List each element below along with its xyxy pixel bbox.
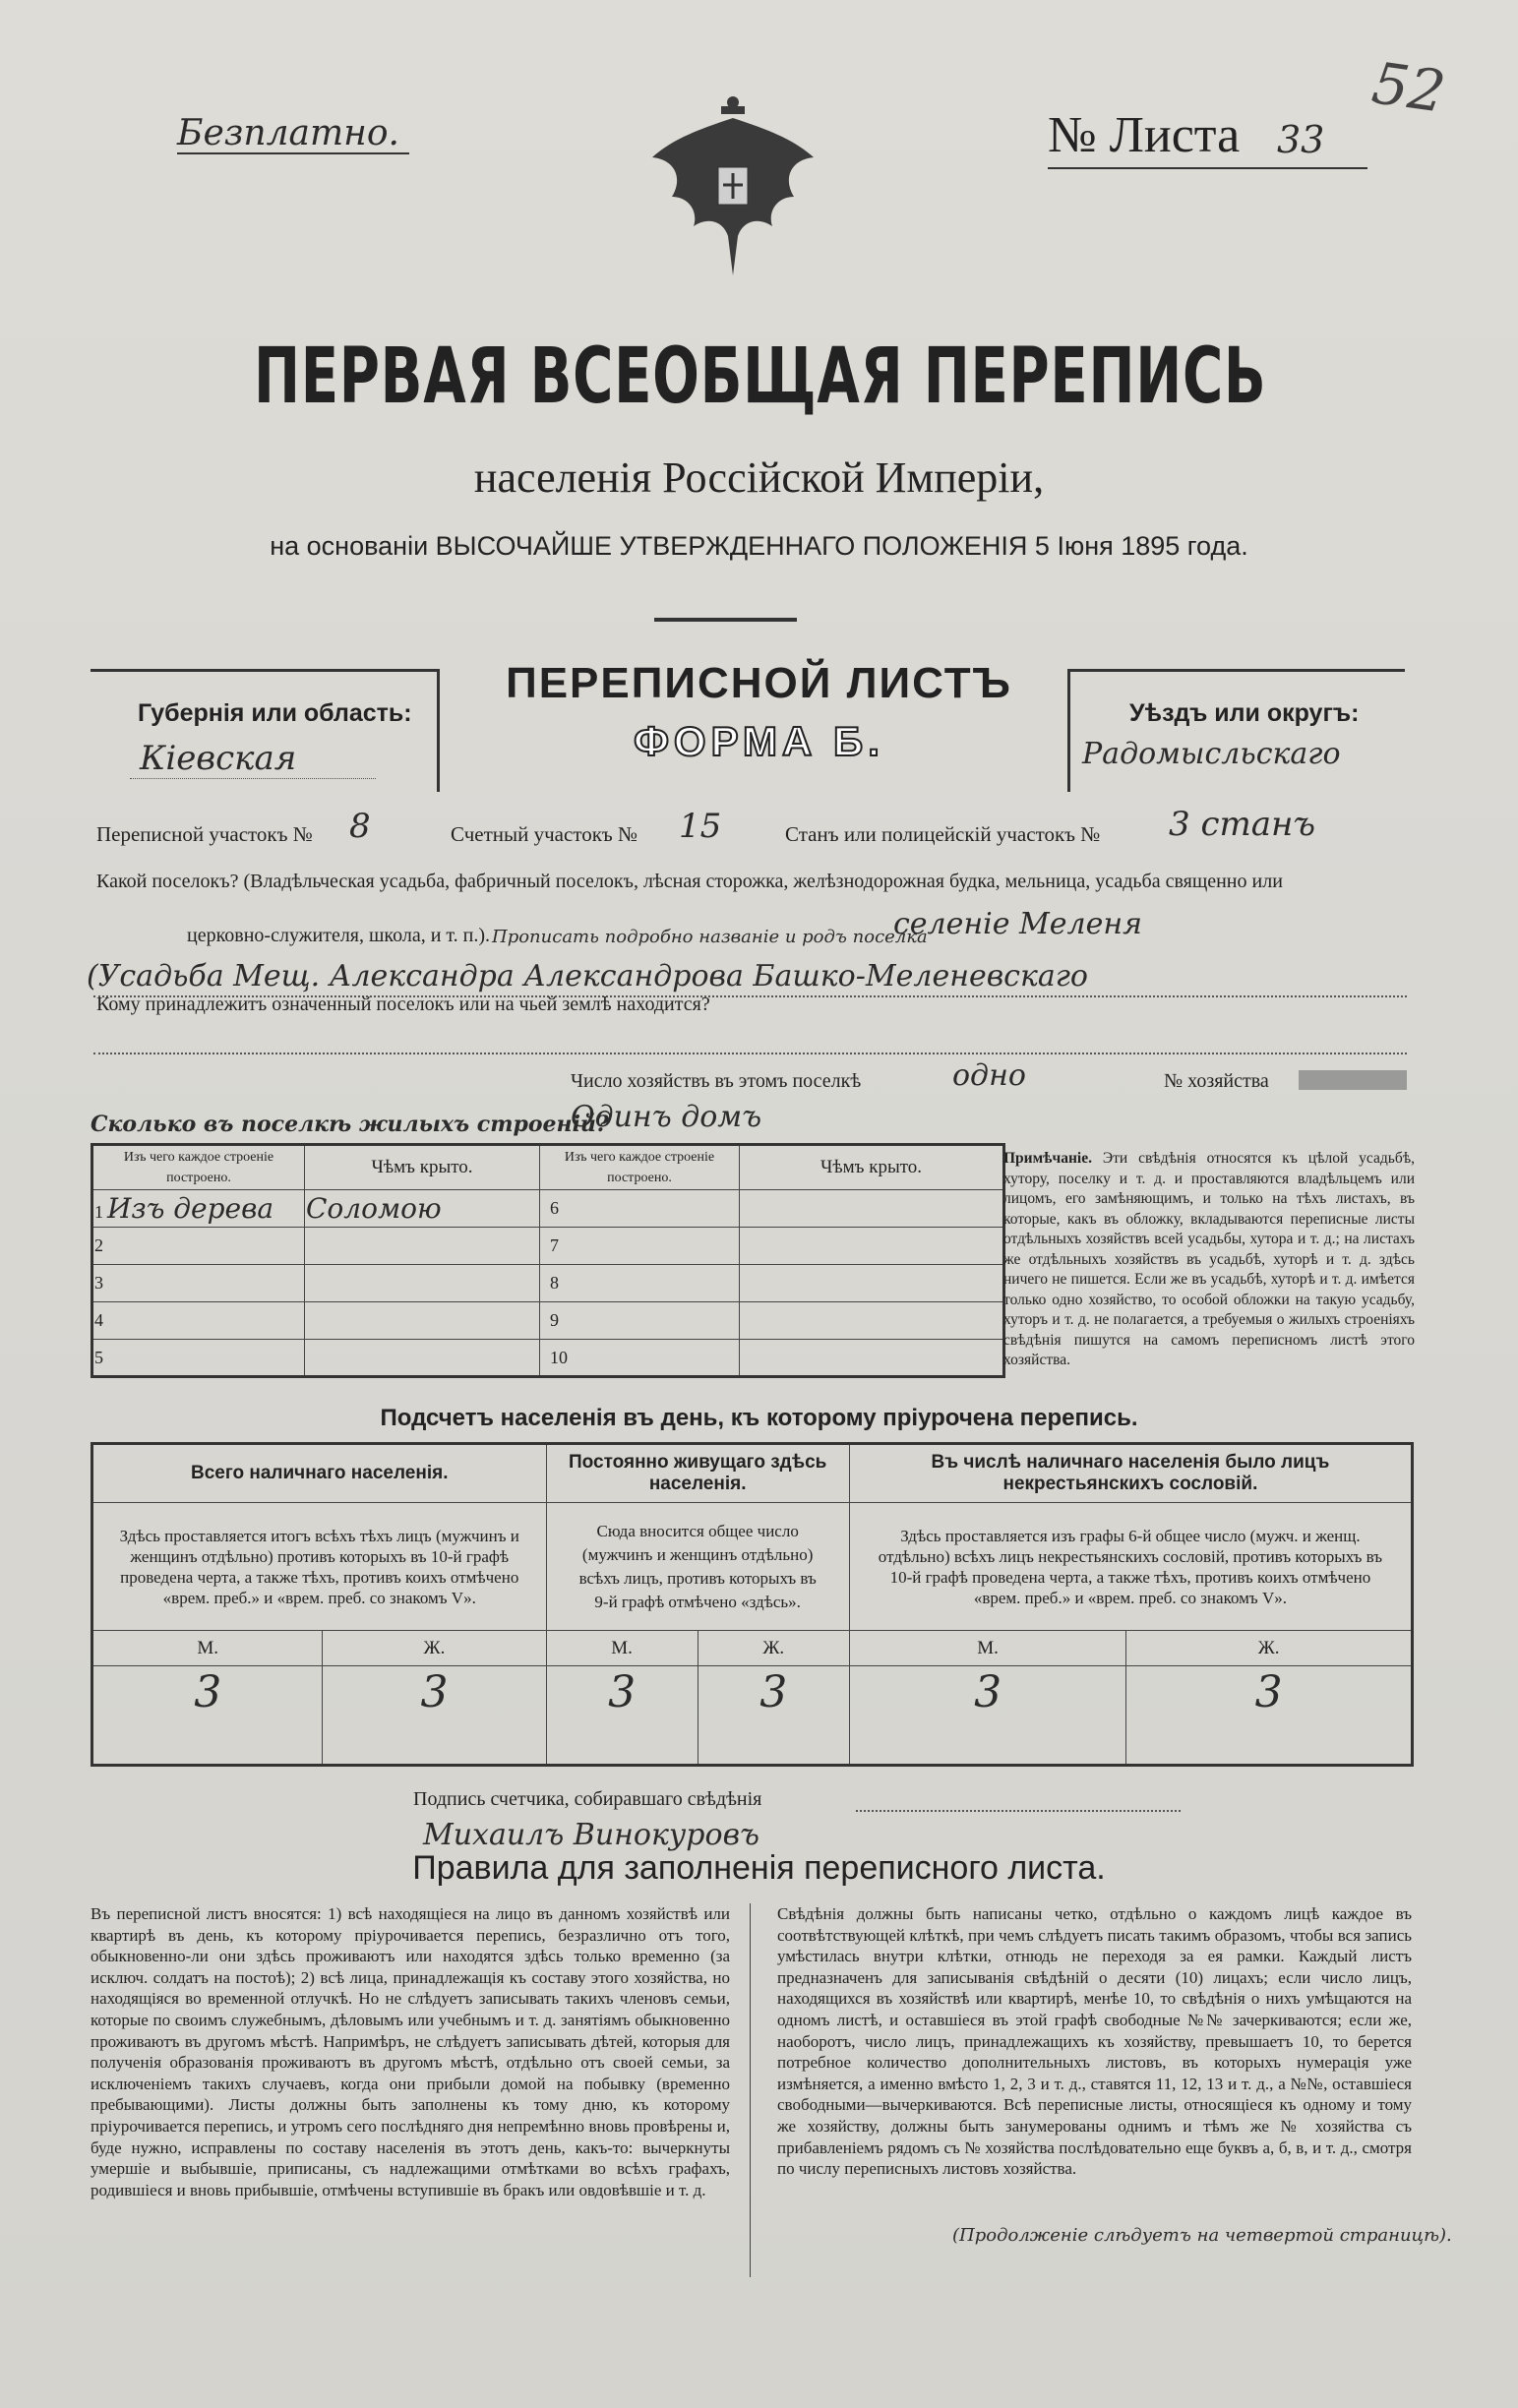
row3-num: 3 [92,1265,305,1302]
pop-value-m-total: 3 [92,1666,323,1766]
signature-value: Михаилъ Винокуровъ [423,1818,760,1852]
pop-m-1: М. [92,1631,323,1666]
settlement-value-2: (Усадьба Мещ. Александра Александрова Башко-Меленевскаго [87,959,1088,993]
imperial-eagle-emblem [644,89,821,285]
row2-roof [305,1228,540,1265]
row10-roof [740,1340,1004,1377]
pop-col1-title: Всего наличнаго населенія. [92,1444,547,1503]
row3-roof [305,1265,540,1302]
buildings-table [91,1143,1005,1378]
free-underline [177,152,409,154]
pop-m-2: М. [546,1631,698,1666]
district-label: Уѣздъ или округъ: [1129,699,1360,727]
pop-f-3: Ж. [1126,1631,1413,1666]
pop-col1-text: Здѣсь проставляется итогъ всѣхъ тѣхъ лицъ (мужчинъ и женщинъ отдѣльно) противъ которыхъ въ 10-й графѣ проведена черта, а также тѣхъ, противъ коихъ отмѣчено «врем. преб.» и «врем. преб. со знакомъ V». [92,1503,547,1631]
col-roof-left: Чѣмъ крыто. [305,1145,540,1190]
row10-num: 10 [540,1340,740,1377]
district-box [1067,669,1405,792]
census-title: ПЕРВАЯ ВСЕОБЩАЯ ПЕРЕПИСЬ [254,332,1267,421]
pop-value-f-total: 3 [323,1666,546,1766]
form-subtitle: ФОРМА Б. [634,718,884,764]
buildings-label: Сколько въ поселкѣ жилыхъ строеній? [91,1112,609,1137]
rules-divider [750,1903,751,2277]
row5-roof [305,1340,540,1377]
settlement-question: Какой поселокъ? (Владѣльческая усадьба, фабричный поселокъ, лѣсная сторожка, желѣзнодорожная будка, мельница, усадьба священно или [96,871,1283,892]
row2-num: 2 [92,1228,305,1265]
sheet-number-underline [1048,167,1367,169]
census-basis: на основаніи ВЫСОЧАЙШЕ УТВЕРЖДЕННАГО ПОЛОЖЕНІЯ 5 Іюня 1895 года. [270,531,1248,561]
population-table [91,1442,1414,1767]
rules-right-column: Свѣдѣнія должны быть написаны четко, отдѣльно о каждомъ лицѣ каждое въ соотвѣтствующей клѣткѣ, при чемъ слѣдуетъ писать такимъ образомъ, чтобы вся запись умѣстилась внутри клѣтки, отнюдь не переходя за ея рамки. Каждый листъ предназначенъ для записыванія свѣдѣній о десяти (10) лицахъ; если число лицъ, находящихся въ хозяйствѣ или квартирѣ, менѣе 10, то свѣдѣнія о нихъ умѣщаются на одномъ листѣ, и оставшіеся въ этой графѣ свободные №№ зачеркиваются; если же, наоборотъ, число лицъ, принадлежащихъ къ хозяйству, превышаетъ 10, то берется потребное количество дополнительныхъ листовъ, въ которыхъ нумерація уже измѣняется, а именно вмѣсто 1, 2, 3 и т. д., ставятся 11, 12, 13 и т. д., а №№, оставшіеся свободными—вычеркиваются. Всѣ переписные листы, относящіеся къ одному и тому же хозяйству, должны быть занумерованы однимъ и тѣмъ же № хозяйства съ прибавленіемъ рядомъ съ № хозяйства послѣдовательно еще буквъ а, б, в, и т. д., смотря по числу переписныхъ листовъ хозяйства. [777,1904,1412,2179]
population-heading: Подсчетъ населенія въ день, къ которому пріурочена перепись. [380,1405,1138,1431]
households-label: Число хозяйствъ въ этомъ поселкѣ [571,1070,862,1092]
signature-label: Подпись счетчика, собиравшаго свѣдѣнія [413,1788,762,1810]
pop-value-f-nonpeasant: 3 [1126,1666,1413,1766]
row7-roof [740,1228,1004,1265]
owner-question: Кому принадлежитъ означенный поселокъ или на чьей землѣ находится? [96,993,710,1015]
sheet-number-value: 33 [1277,118,1325,161]
pop-col3-title: Въ числѣ наличнаго населенія было лицъ некрестьянскихъ сословій. [849,1444,1412,1503]
row5-num: 5 [92,1340,305,1377]
note-title: Примѣчаніе. [1003,1150,1092,1167]
counting-section-value: 15 [679,807,722,846]
household-no-field [1299,1070,1407,1090]
buildings-note [1003,1149,1415,1371]
pop-m-3: М. [849,1631,1126,1666]
rules-left-column: Въ переписной листъ вносятся: 1) всѣ находящіеся на лицо въ данномъ хозяйствѣ или квартирѣ въ день, къ которому пріурочивается перепись, безразлично отъ того, обыкновенно-ли они здѣсь проживаютъ или находятся здѣсь только временно (за исключ. солдатъ на постоѣ); 2) всѣ лица, принадлежащія къ составу этого хозяйства, но находящіяся во временной отлучкѣ. Но не слѣдуетъ записывать такихъ членовъ семьи, которые по своимъ служебнымъ, дѣловымъ или учебнымъ и т. д. занятіямъ обыкновенно проживаютъ въ другомъ мѣстѣ. Напримѣръ, не слѣдуетъ записывать дѣтей, которыя для полученія образованія проживаютъ въ другомъ мѣстѣ, отдѣльно отъ своей семьи, за исключеніемъ такихъ случаевъ, когда они прибыли домой на побывку (временно пребывающими). Листы должны быть заполнены къ тому дню, къ которому пріурочивается перепись, и утромъ сего послѣдняго дня непремѣнно вновь провѣрены и, буде нужно, исправлены по составу населенія въ этотъ день, какъ-то: вычеркнуты умершіе и выбывшіе, приписаны, съ надлежащими отмѣтками во всѣхъ графахъ, родившіеся и вновь прибывшіе, отмѣчены вступившіе въ бракъ или овдовѣвшіе и т. д. [91,1904,730,2199]
province-value: Кіевская [140,739,297,778]
pop-value-m-nonpeasant: 3 [849,1666,1126,1766]
row9-num: 9 [540,1302,740,1340]
settlement-question-2: церковно-служителя, школа, и т. п.). [187,925,490,946]
row4-roof [305,1302,540,1340]
note-text: Эти свѣдѣнія относятся къ цѣлой усадьбѣ, хутору, поселку и т. д. и проставляются владѣльцемъ или лицомъ, его замѣняющимъ, и только на тѣхъ листахъ, въ которые, какъ въ обложку, вкладываются переписные листы отдѣльныхъ хозяйствъ всей усадьбы, хутора и т. д.; на листахъ же отдѣльныхъ хозяйствъ въ усадьбѣ, хуторѣ и т. д. здѣсь ничего не пишется. Если же въ усадьбѣ, хуторѣ и т. д. имѣется только одно хозяйство, то особой обложки на такую усадьбу, хуторъ и т. д. не полагается, а требуемыя о жилыхъ строеніяхъ свѣдѣнія пишутся на самомъ переписномъ листѣ этого хозяйства. [1003,1150,1416,1368]
rules-title: Правила для заполненія переписного листа. [412,1849,1106,1887]
pop-col2-title: Постоянно живущаго здѣсь населенія. [546,1444,849,1503]
form-title: ПЕРЕПИСНОЙ ЛИСТЪ [506,659,1012,707]
province-label: Губернія или область: [138,699,412,727]
settlement-value-1: селеніе Меленя [893,907,1143,941]
pop-value-f-permanent: 3 [698,1666,849,1766]
col-material-right: Изъ чего каждое строеніе построено. [540,1145,740,1190]
pop-value-m-permanent: 3 [546,1666,698,1766]
households-value: одно [952,1058,1026,1093]
rules-continuation: (Продолженіе слѣдуетъ на четвертой страницѣ). [952,2225,1452,2246]
sheet-number-label: № Листа [1048,107,1241,163]
census-subtitle: населенія Россійской Имперіи, [473,453,1045,502]
pop-f-2: Ж. [698,1631,849,1666]
pop-col2-text: Сюда вносится общее число (мужчинъ и женщинъ отдѣльно) всѣхъ лицъ, противъ которыхъ въ 9-й графѣ отмѣчено «здѣсь». [546,1503,849,1631]
row8-roof [740,1265,1004,1302]
row6-num: 6 [540,1190,740,1228]
row6-roof [740,1190,1004,1228]
row8-num: 8 [540,1265,740,1302]
signature-line [856,1810,1181,1812]
pop-col3-text: Здѣсь проставляется изъ графы 6-й общее число (мужч. и женщ. отдѣльно) всѣхъ лицъ некрестьянскихъ сословій, противъ которыхъ въ 10-й графѣ проведена черта, а также тѣхъ, противъ коихъ отмѣчено «врем. преб.» и «врем. преб. со знакомъ V». [849,1503,1412,1631]
counting-section-label: Счетный участокъ № [451,822,638,846]
table-row: 1 Изъ дерева [92,1190,305,1228]
row1-material: Изъ дерева [107,1192,274,1225]
col-material-left: Изъ чего каждое строеніе построено. [92,1145,305,1190]
row7-num: 7 [540,1228,740,1265]
station-value: 3 станъ [1169,805,1316,844]
pop-f-1: Ж. [323,1631,546,1666]
settlement-instruction: Прописать подробно названіе и родъ поселка [492,927,928,947]
census-section-label: Переписной участокъ № [96,822,313,846]
station-label: Станъ или полицейскій участокъ № [785,822,1101,846]
free-label: Безплатно. [177,113,399,153]
col-roof-right: Чѣмъ крыто. [740,1145,1004,1190]
row4-num: 4 [92,1302,305,1340]
row1-roof: Соломою [305,1190,540,1228]
province-dotline [130,778,376,779]
buildings-value: Одинъ домъ [571,1100,762,1134]
title-divider [654,618,797,622]
census-section-value: 8 [349,807,371,846]
row9-roof [740,1302,1004,1340]
household-no-label: № хозяйства [1164,1070,1269,1092]
district-value: Радомысльскаго [1082,737,1341,771]
owner-line [93,1053,1407,1054]
archive-page-number: 52 [1367,49,1450,126]
